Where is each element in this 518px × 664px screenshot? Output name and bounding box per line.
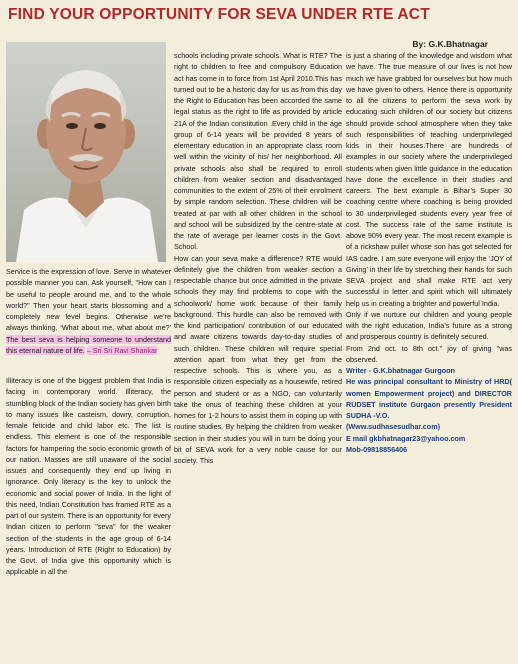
column-2-paragraph-2: How can your seva make a difference? RTE would definitely give the children from weaker section a respectable chance but once admitted in the private schools they may find problems to cope with the schoolwork/ home work because of their family background. This hurdle can also be removed with the kind participation/ contribution of our educated and aware citizens towards day-to-day studies of such children. These children will require special attention apart from what they get from the respective schools. This is where you, as a responsible citizen especially as a housewife, retired person and student or as a NGO, can voluntarily take the onus of teaching these children at your homes for 1-2 hours to assist them in coping up with routine studies. By helping the children from weaker section in their studies you will in turn be doing your bit of SEVA work for a very noble cause for our society. This	[174, 253, 342, 465]
column-2-paragraph-1: schools including private schools. What is RTE? The right to children to free and compulsory Education act has come in to force from 1st April 2010.This has turned out to be a historic day for us as from this day the Right to Education has been accorded the same legal status as the right to life as provided by article 21A of the Indian constitution .Every child in the age group of 6-14 years will be provided 8 years of elementary education in an appropriate class room well within the vicinity of his/ her neighborhood. All private schools also shall be required to enroll children from weaker section and disadvantaged communities to the extent of 25% of their enrolment by simple random selection. These children will be treated at par with all other children in the school and school will be subsidized by the centre-state at the rate of average per learner costs in the Govt. School.	[174, 51, 342, 252]
signoff-email: E mail gkbhatnagar23@yahoo.com	[346, 433, 466, 443]
column-3-paragraph-2: Only if we nurture our children and young people with the right education, India’s future as a strong and prosperous country is definitely secured.	[346, 309, 512, 342]
intro-text: Service is the expression of love. Serve in whatever possible manner you can. Ask yourself, "How can I be useful to people around me, and to the whole world?" Then your heart starts blossoming and a completely new level begins. Otherwise we’re always thinking, ‘What about me, what about me?’	[6, 267, 171, 333]
signoff-phone: Mob-09818856406	[346, 444, 408, 454]
highlighted-quote: The best seva is helping someone to understand this eternal nature of life.	[6, 334, 171, 355]
author-photo	[6, 42, 166, 262]
article-headline: FIND YOUR OPPORTUNITY FOR SEVA UNDER RTE ACT	[8, 6, 430, 23]
signoff-website: (Www.sudhasesudhar.com)	[346, 422, 440, 432]
column-3-paragraph-1: is just a sharing of the knowledge and wisdom what we have. The true measure of our lives is not how much we have grabbed for ourselves but how much we have given to others. Hence there is opportunity to all the citizens to perform the seva work by educating such children of our society but citizens should provide school atmosphere when they take such responsibilities of teaching underprivileged kids in their houses.There are hundreds of examples in our society where the underprivileged students when given little guidance in the education have done the excellence in their studies and careers. The best example is Bihar’s Super 30 coaching centre where coaching is being provided to 30 underprivileged students every year free of cost. The success rate of the same institute is above 90% every year. The most recent example is of a rickshaw puller whose son has got selected for IAS cadre. I am sure everyone will enjoy the ‘JOY of Giving’ in their life by stretching their hands for such SEVA project and shall make RTE act very successful in letter and spirit which will ultimately help us in creating a brighter and powerful India.	[346, 51, 512, 308]
column-1-intro	[6, 266, 171, 356]
author-byline: By: G.K.Bhatnagar	[412, 39, 488, 49]
signoff-writer: Writer - G.K.bhatnagar Gurgoon	[346, 366, 455, 375]
signoff-bio: He was principal consultant to Ministry of HRD( women Empowerment project) and DIRECTOR RUDSET institute Gurgaon presently President SUDHA -V.O.	[346, 377, 512, 420]
author-portrait-image	[6, 42, 166, 262]
column-1-paragraph: Illiteracy is one of the biggest problem that India is facing in contemporary world. Illiteracy, the stumbling block of the Indian society has given birth to many issues like casteism, dowry, corruption, female feticide and child labor etc. The list is endless. This element is one of the responsible factors for hampering the socio economic growth of our nation. Masses are still unaware of the social issues and consequently they end up living in ignorance. Only literacy is the key to unlock the economic and social power of India. In the light of this need, Indian Constitution has framed RTE as a part of our system. There is an opportunity for every Indian citizen to perform "seva" for the weaker section of the students in the age group of 6-14 years. Introduction of RTE (Right to Education) by the Govt. of India give this opportunity which is applicable in all the	[6, 376, 171, 577]
column-2	[174, 50, 342, 466]
column-3-paragraph-3: From 2nd oct. to 8th oct." joy of giving "was observed.	[346, 343, 512, 364]
quote-author: – Sri Sri Ravi Shankar	[86, 345, 158, 355]
column-3	[346, 50, 512, 455]
column-1-body	[6, 375, 171, 578]
author-signoff	[346, 365, 512, 455]
